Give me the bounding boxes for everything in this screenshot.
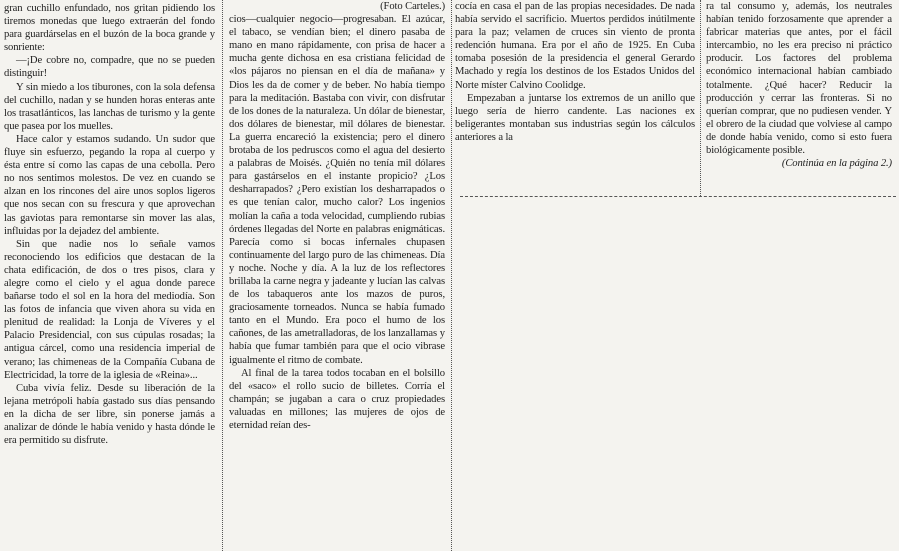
article-column-3 — [455, 0, 695, 144]
paragraph: ra tal consumo y, además, los neutrales habían tenido forzosamente que aprender a fabricar materias que antes, por el fácil intercambio, no les era preciso ni práctico producir. Los factores del problema económico internacional habían cambiado totalmente. ¿Qué hacer? Reducir la producción y cerrar las fronteras. Si no querían comprar, que no pudiesen vender. Y el obrero de la ciudad que volviese al campo de donde había venido, como si esto fuera biológicamente posible. — [706, 1, 892, 157]
paragraph: Sin que nadie nos lo señale vamos reconociendo los edificios que destacan de la chata edificación, de dos o tres pisos, clara y alegre como el cielo y el agua donde parece bañarse todo el sol en la hora del mediodía. Son las fotos de infancia que viven ahora su vida en plenitud de realidad: la Lonja de Víveres y el Palacio Presidencial, con sus cúpulas rosadas; la antigua cárcel, como una residencia imperial de verano; las chimeneas de la Compañía Cubana de Electricidad, la torre de la iglesia de «Reina»... — [4, 238, 215, 381]
paragraph: Empezaban a juntarse los extremos de un anillo que luego sería de hierro candente. Las naciones ex beligerantes montaban sus industrias según los cálculos anteriores a la — [455, 92, 695, 143]
article-column-2 — [229, 0, 445, 432]
article-column-4 — [706, 0, 892, 170]
paragraph: cocía en casa el pan de las propias necesidades. De nada había servido el sacrificio. Muertos perdidos inútilmente para la paz; velamen de cruces sin viento de pronta redención humana. Era por el año de 1925. En Cuba tomaba posesión de la presidencia el general Gerardo Machado y regía los destinos de los Estados Unidos del Norte míster Calvino Coolidge. — [455, 1, 695, 91]
article-column-1 — [4, 2, 215, 447]
paragraph: gran cuchillo enfundado, nos gritan pidiendo los tiremos monedas que luego extraerán del fondo para guardárselas en el buzón de la boca grande y sonriente: — [4, 3, 215, 54]
paragraph: Al final de la tarea todos tocaban en el bolsillo del «saco» el rollo sucio de billetes. Corría el champán; se jugaban a cara o cruz propiedades valuadas en millones; las mujeres de ojos de eternidad reían des- — [229, 367, 445, 431]
column-rule — [700, 0, 701, 196]
paragraph: cios—cualquier negocio—progresaban. El azúcar, el tabaco, se vendían bien; el dinero pasaba de mano en mano rápidamente, con prisa de hacer a mucha gente dichosa en esa cristiana felicidad de «los pájaros no piensan en el día de mañana» y Dios les da de comer y de beber. No había tiempo para la meditación. Bastaba con vivir, con disfrutar de los dones de la naturaleza. Un dólar de bienestar, dos dólares de bienestar, mil dólares de bienestar. La guerra encareció la existencia; pero el dinero brotaba de los pedruscos como el agua del desierto a palabras de Moisés. ¿Quién no tenía mil dólares para gastárselos en el instante propicio? ¿Los desharrapados? ¿Pero existían los desharrapados o es que tenían calor, mucho calor? Los ingenios molían la caña a toda velocidad, cumpliendo rubias órdenes llegadas del Norte en palabras enigmáticas. Parecía como si bocas infernales chupasen continuamente del largo puro de las chimeneas. Día y noche. Noche y día. A la luz de los reflectores brillaba la carne negra y jadeante y lucían las calvas de los tabaqueros ante los mazos de puros, graciosamente torneados. Nunca se había fumado tanto en el Mundo. Era poco el humo de los cañones, de las ametralladoras, de los lanzallamas y había que fumar también para que el ocio vibrase igualmente el ritmo de combate. — [229, 14, 445, 366]
paragraph: Y sin miedo a los tiburones, con la sola defensa del cuchillo, nadan y se hunden horas enteras ante los trasatlánticos, las lanchas de turismo y la gente que pasea por los muelles. — [4, 81, 215, 132]
photo-caption: (Foto Carteles.) — [380, 1, 445, 12]
paragraph: Hace calor y estamos sudando. Un sudor que fluye sin esfuerzo, pegando la ropa al cuerpo y ésta entre sí como las capas de una cebolla. Pero no nos sentimos molestos. De vez en cuando se alzan en los rincones del aire unos soplos ligeros que nos secan con su frescura y que aprovechan las gaviotas para remontarse sin mover las alas, influidas por la dejadez del ambiente. — [4, 133, 215, 237]
section-rule — [460, 196, 896, 197]
continuation-note: (Continúa en la página 2.) — [781, 158, 892, 170]
paragraph: Cuba vivía feliz. Desde su liberación de la lejana metrópoli había gastado sus días pensando en la dicha de ser libre, sin ponerse jamás a analizar de dónde le había venido y hasta dónde le era permitido su disfrute. — [4, 382, 215, 447]
column-rule — [451, 0, 452, 551]
paragraph: —¡De cobre no, compadre, que no se pueden distinguir! — [4, 55, 215, 80]
column-rule — [222, 0, 223, 551]
